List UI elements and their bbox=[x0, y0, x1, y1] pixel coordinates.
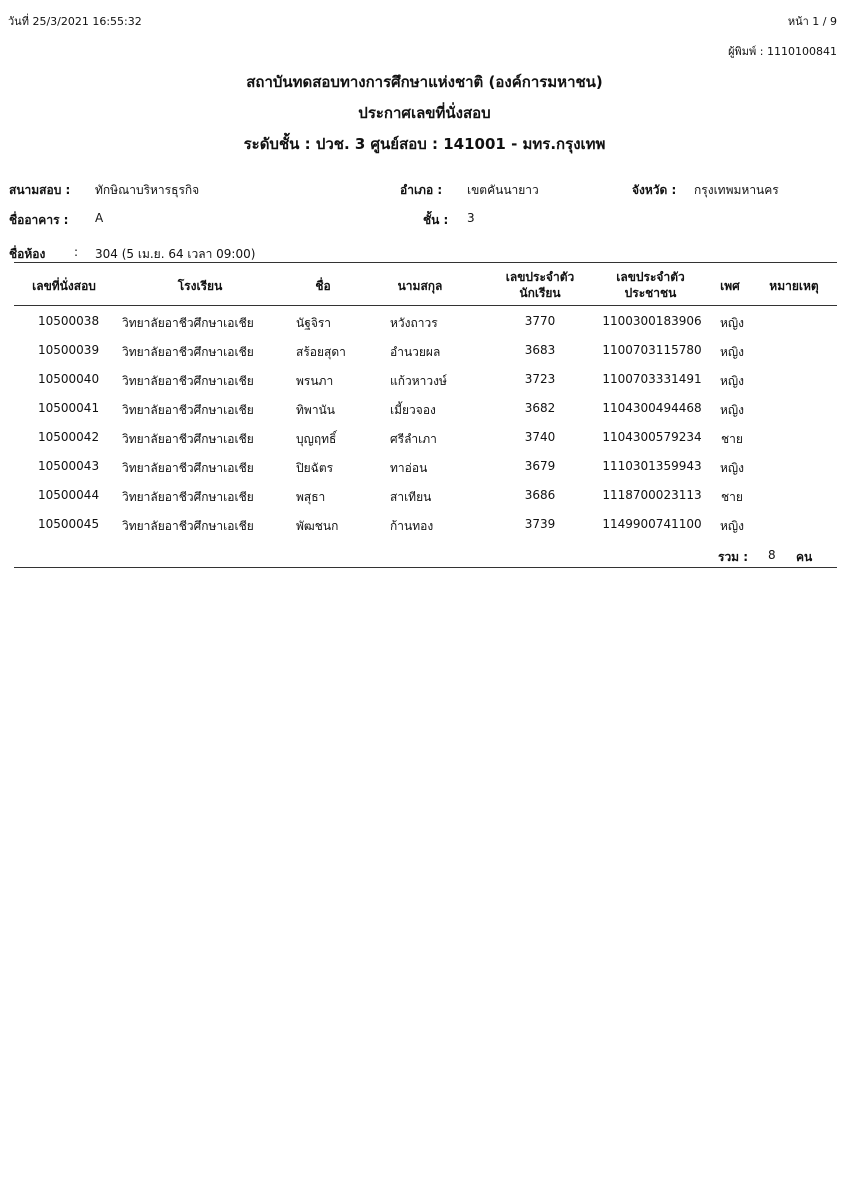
header-seat: เลขที่นั่งสอบ bbox=[32, 279, 96, 293]
cell-student-id: 3686 bbox=[524, 488, 556, 502]
header-citizen-id bbox=[598, 269, 703, 301]
cell-last-name: ทาอ่อน bbox=[390, 461, 428, 475]
cell-first-name: ปิยฉัตร bbox=[296, 461, 334, 475]
cell-last-name: สาเทียน bbox=[390, 490, 432, 504]
header-student-id-line2: นักเรียน bbox=[519, 286, 561, 300]
cell-gender: หญิง bbox=[720, 345, 744, 359]
cell-citizen-id: 1149900741100 bbox=[602, 517, 702, 531]
header-student-id bbox=[490, 269, 590, 301]
printer-info bbox=[728, 42, 837, 60]
print-date-value: 25/3/2021 16:55:32 bbox=[32, 15, 142, 28]
room-value: 304 (5 เม.ย. 64 เวลา 09:00) bbox=[95, 247, 256, 261]
cell-last-name: อำนวยผล bbox=[390, 345, 441, 359]
cell-gender: หญิง bbox=[720, 403, 744, 417]
cell-gender: หญิง bbox=[720, 374, 744, 388]
cell-citizen-id: 1104300494468 bbox=[602, 401, 702, 415]
printer-value: 1110100841 bbox=[767, 45, 837, 58]
header-school: โรงเรียน bbox=[177, 279, 223, 293]
printer-label: ผู้พิมพ์ : bbox=[728, 45, 764, 58]
page-value: 1 / 9 bbox=[812, 15, 837, 28]
cell-student-id: 3723 bbox=[524, 372, 556, 386]
cell-citizen-id: 1110301359943 bbox=[602, 459, 702, 473]
cell-last-name: ก้านทอง bbox=[390, 519, 434, 533]
table-top-rule bbox=[14, 262, 837, 263]
floor-label: ชั้น : bbox=[423, 213, 449, 227]
table-bottom-rule bbox=[14, 567, 837, 568]
page-label: หน้า bbox=[787, 15, 809, 28]
total-count: 8 bbox=[768, 548, 776, 562]
cell-seat: 10500042 bbox=[38, 430, 100, 444]
cell-first-name: ทิพานัน bbox=[296, 403, 335, 417]
cell-last-name: แก้วหาวงษ์ bbox=[390, 374, 447, 388]
room-colon: : bbox=[74, 245, 79, 259]
header-gender: เพศ bbox=[720, 279, 740, 293]
cell-citizen-id: 1100300183906 bbox=[602, 314, 702, 328]
cell-first-name: พัฒชนก bbox=[296, 519, 339, 533]
cell-student-id: 3679 bbox=[524, 459, 556, 473]
org-title: สถาบันทดสอบทางการศึกษาแห่งชาติ (องค์การมหาชน) bbox=[246, 73, 603, 91]
cell-school: วิทยาลัยอาชีวศึกษาเอเชีย bbox=[122, 461, 254, 475]
cell-student-id: 3683 bbox=[524, 343, 556, 357]
cell-citizen-id: 1104300579234 bbox=[602, 430, 702, 444]
cell-first-name: นัฐจิรา bbox=[296, 316, 332, 330]
header-citizen-id-line2: ประชาชน bbox=[624, 286, 677, 300]
cell-student-id: 3770 bbox=[524, 314, 556, 328]
header-citizen-id-line1: เลขประจำตัว bbox=[616, 270, 685, 284]
announcement-title: ประกาศเลขที่นั่งสอบ bbox=[358, 104, 491, 122]
cell-seat: 10500045 bbox=[38, 517, 100, 531]
district-label: อำเภอ : bbox=[400, 183, 443, 197]
total-unit: คน bbox=[796, 550, 813, 564]
cell-seat: 10500039 bbox=[38, 343, 100, 357]
cell-seat: 10500040 bbox=[38, 372, 100, 386]
cell-student-id: 3682 bbox=[524, 401, 556, 415]
province-value: กรุงเทพมหานคร bbox=[694, 183, 779, 197]
cell-citizen-id: 1100703331491 bbox=[602, 372, 702, 386]
cell-citizen-id: 1100703115780 bbox=[602, 343, 702, 357]
cell-school: วิทยาลัยอาชีวศึกษาเอเชีย bbox=[122, 432, 254, 446]
cell-gender: ชาย bbox=[721, 490, 743, 504]
cell-first-name: พสุธา bbox=[296, 490, 326, 504]
header-remark: หมายเหตุ bbox=[769, 279, 819, 293]
header-first-name: ชื่อ bbox=[315, 279, 331, 293]
cell-student-id: 3739 bbox=[524, 517, 556, 531]
cell-school: วิทยาลัยอาชีวศึกษาเอเชีย bbox=[122, 345, 254, 359]
cell-student-id: 3740 bbox=[524, 430, 556, 444]
cell-gender: ชาย bbox=[721, 432, 743, 446]
building-label: ชื่ออาคาร : bbox=[9, 213, 69, 227]
cell-last-name: หวังถาวร bbox=[390, 316, 438, 330]
cell-seat: 10500044 bbox=[38, 488, 100, 502]
print-date-label: วันที่ bbox=[8, 15, 29, 28]
cell-citizen-id: 1118700023113 bbox=[602, 488, 702, 502]
cell-seat: 10500043 bbox=[38, 459, 100, 473]
district-value: เขตคันนายาว bbox=[467, 183, 539, 197]
cell-school: วิทยาลัยอาชีวศึกษาเอเชีย bbox=[122, 374, 254, 388]
cell-school: วิทยาลัยอาชีวศึกษาเอเชีย bbox=[122, 316, 254, 330]
cell-school: วิทยาลัยอาชีวศึกษาเอเชีย bbox=[122, 403, 254, 417]
cell-first-name: บุญฤทธิ์ bbox=[296, 432, 337, 446]
header-student-id-line1: เลขประจำตัว bbox=[505, 270, 575, 284]
cell-first-name: พรนภา bbox=[296, 374, 334, 388]
cell-gender: หญิง bbox=[720, 461, 744, 475]
header-last-name: นามสกุล bbox=[397, 279, 443, 293]
cell-seat: 10500038 bbox=[38, 314, 100, 328]
level-title: ระดับชั้น : ปวช. 3 ศูนย์สอบ : 141001 - มทร.กรุงเทพ bbox=[243, 135, 606, 153]
cell-seat: 10500041 bbox=[38, 401, 100, 415]
cell-school: วิทยาลัยอาชีวศึกษาเอเชีย bbox=[122, 490, 254, 504]
cell-last-name: เมี้ยวจอง bbox=[390, 403, 436, 417]
table-header-rule bbox=[14, 305, 837, 306]
cell-school: วิทยาลัยอาชีวศึกษาเอเชีย bbox=[122, 519, 254, 533]
site-value: ทักษิณาบริหารธุรกิจ bbox=[95, 183, 200, 197]
building-value: A bbox=[95, 211, 104, 225]
cell-last-name: ศรีลำเภา bbox=[390, 432, 437, 446]
cell-first-name: สร้อยสุดา bbox=[296, 345, 346, 359]
cell-gender: หญิง bbox=[720, 519, 744, 533]
total-label: รวม : bbox=[718, 550, 749, 564]
room-label: ชื่อห้อง bbox=[9, 247, 46, 261]
cell-gender: หญิง bbox=[720, 316, 744, 330]
page-indicator bbox=[788, 12, 837, 30]
floor-value: 3 bbox=[467, 211, 475, 225]
province-label: จังหวัด : bbox=[632, 183, 677, 197]
site-label: สนามสอบ : bbox=[9, 183, 71, 197]
print-date bbox=[8, 12, 142, 30]
